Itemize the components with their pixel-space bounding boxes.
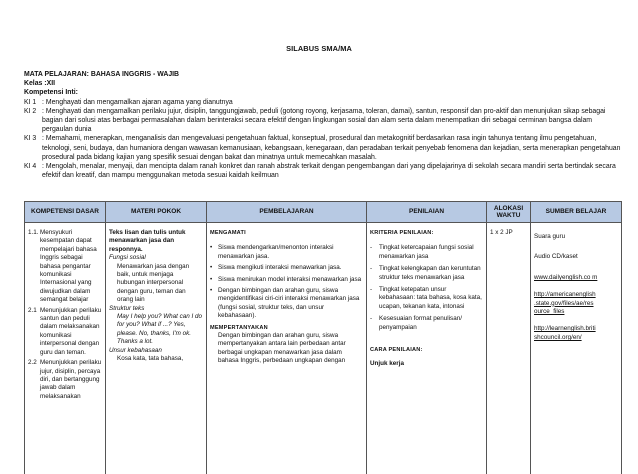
bullet-icon: •: [210, 244, 218, 261]
cell-sumber-belajar: [531, 223, 622, 474]
list-item: - Tingkat kelengkapan dan keruntutan struktur teks menawarkan jasa: [370, 265, 483, 282]
table-header-row: [25, 202, 622, 223]
kd-text: Mensyukuri kesempatan dapat mempelajari bahasa Inggris sebagai bahasa pengantar komunikasi Internasional yang diwujudkan dalam semangat belajar: [40, 229, 102, 305]
list-item: • Siswa mengikuti interaksi menawarkan jasa.: [210, 264, 363, 272]
header-pembelajaran: PEMBELAJARAN: [207, 202, 367, 223]
list-item: • Siswa mendengarkan/menonton interaksi menawarkan jasa.: [210, 244, 363, 261]
header-kompetensi-dasar: KOMPETENSI DASAR: [25, 202, 106, 223]
kd-number: 2.2: [28, 359, 40, 401]
fungsi-sosial-text: Menawarkan jasa dengan baik, untuk menjaga hubungan interpersonal dengan guru, teman dan orang lain: [109, 263, 203, 305]
mengamati-label: MENGAMATI: [210, 229, 363, 237]
table-row: [25, 223, 622, 474]
kriteria-label: KRITERIA PENILAIAN:: [370, 229, 483, 237]
source-item: Suara guru: [534, 233, 618, 241]
class-line: Kelas :XII: [24, 79, 624, 88]
ki-text: : Mengolah, menalar, menyaji, dan mencipta dalam ranah konkret dan ranah abstrak terkait dengan pengembangan dari yang dipelajarinya di sekolah secara mandiri serta bertindak secara efektif dan kreatif, dan mampu menggunakan metoda sesuai kaidah keilmuan: [42, 162, 624, 180]
source-link[interactable]: www.dailyenglish.co m: [534, 274, 618, 282]
core-competence-item: [24, 98, 624, 107]
cell-penilaian: [367, 223, 487, 474]
header-alokasi-waktu: ALOKASI WAKTU: [487, 202, 531, 223]
source-link[interactable]: http://learnenglish.briti shcouncil.org/en/: [534, 325, 618, 342]
bullet-icon: •: [210, 264, 218, 272]
ki-label: KI 4: [24, 162, 42, 180]
mempertanyakan-label: MEMPERTANYAKAN: [210, 324, 363, 332]
header-materi-pokok: MATERI POKOK: [106, 202, 207, 223]
kd-number: 2.1: [28, 307, 40, 357]
source-link[interactable]: http://americanenglish .state.gov/files/ae/res ource_files: [534, 291, 618, 316]
core-competence-heading: Kompetensi Inti:: [24, 88, 624, 97]
document-header: [24, 70, 624, 180]
dash-icon: -: [370, 265, 379, 282]
subject-line: MATA PELAJARAN: BAHASA INGGRIS - WAJIB: [24, 70, 624, 79]
materi-heading: Teks lisan dan tulis untuk menawarkan jasa dan responnya.: [109, 229, 203, 254]
kd-number: 1.1.: [28, 229, 40, 305]
cara-penilaian-label: CARA PENILAIAN:: [370, 346, 483, 354]
core-competence-item: [24, 107, 624, 135]
ki-label: KI 1: [24, 98, 42, 107]
kd-item: [28, 359, 102, 401]
ki-label: KI 3: [24, 134, 42, 162]
cell-alokasi-waktu: [487, 223, 531, 474]
list-item: • Dengan bimbingan dan arahan guru, siswa mengidentifikasi ciri-ciri interaksi menawarkan jasa (fungsi sosial, struktur teks, dan unsur kebahasaan).: [210, 287, 363, 321]
document-title: SILABUS SMA/MA: [0, 44, 638, 53]
dash-icon: -: [370, 286, 379, 311]
ki-text: : Menghayati dan mengamalkan perilaku jujur, disiplin, tanggungjawab, peduli (gotong royong, kerjasama, toleran, damai), santun, responsif dan pro-aktif dan menunjukan sikap sebagai bagian dari solusi atas berbagai permasalahan dalam berinteraksi secara efektif dengan lingkungan sosial dan alam serta dalam menempatkan diri sebagai cerminan bangsa dalam pergaulan dunia: [42, 107, 624, 135]
core-competence-item: [24, 162, 624, 180]
alokasi-value: 1 x 2 JP: [490, 229, 527, 237]
unsur-kebahasaan-text: Kosa kata, tata bahasa,: [109, 355, 203, 363]
unsur-kebahasaan-label: Unsur kebahasaan: [109, 347, 203, 355]
ki-text: : Memahami, menerapkan, menganalisis dan mengevaluasi pengetahuan faktual, konseptual, prosedural dan metakognitif berdasarkan rasa ingin tahunya tentang ilmu pengetahuan, teknologi, seni, budaya, dan humaniora dengan wawasan kemanusiaan, kebangsaan, kenegaraan, dan peradaban terkait penyebab fenomena dan kejadian, serta menerapkan pengetahuan prosedural pada bidang kajian yang spesifik sesuai dengan bakat dan minatnya untuk memecahkan masalah.: [42, 134, 624, 162]
bullet-icon: •: [210, 276, 218, 284]
list-item: • Siswa menirukan model interaksi menawarkan jasa: [210, 276, 363, 284]
list-item: - Tingkat ketepatan unsur kebahasaan: tata bahasa, kosa kata, ucapan, tekanan kata, intonasi: [370, 286, 483, 311]
unjuk-kerja-label: Unjuk kerja: [370, 360, 483, 368]
fungsi-sosial-label: Fungsi sosial: [109, 254, 203, 262]
cell-materi-pokok: [106, 223, 207, 474]
kd-text: Menunjukkan perilaku jujur, disiplin, percaya diri, dan bertanggung jawab dalam melaksanakan: [40, 359, 102, 401]
source-item: Audio CD/kaset: [534, 253, 618, 261]
dash-icon: -: [370, 244, 379, 261]
kd-item: [28, 229, 102, 305]
cell-pembelajaran: [207, 223, 367, 474]
list-item: - Tingkat ketercapaian fungsi sosial menawarkan jasa: [370, 244, 483, 261]
cell-kompetensi-dasar: [25, 223, 106, 474]
dash-icon: -: [370, 315, 379, 332]
kd-item: [28, 307, 102, 357]
struktur-teks-label: Struktur teks: [109, 305, 203, 313]
kd-text: Menunjukkan perilaku santun dan peduli dalam melaksanakan komunikasi interpersonal dengan guru dan teman.: [40, 307, 102, 357]
core-competence-item: [24, 134, 624, 162]
bullet-icon: •: [210, 287, 218, 321]
mempertanyakan-text: Dengan bimbingan dan arahan guru, siswa mempertanyakan antara lain perbedaan antar berbagai ungkapan menawarkan jasa dalam bahasa Inggris, perbedaan ungkapan dengan: [210, 332, 363, 366]
list-item: - Kesesuaian format penulisan/ penyampaian: [370, 315, 483, 332]
ki-text: : Menghayati dan mengamalkan ajaran agama yang dianutnya: [42, 98, 624, 107]
struktur-teks-text: May I help you? What can I do for you? What if ...? Yes, please. No, thanks, I'm ok. Thanks a lot.: [109, 313, 203, 347]
header-penilaian: PENILAIAN: [367, 202, 487, 223]
ki-label: KI 2: [24, 107, 42, 135]
syllabus-table: [24, 201, 622, 474]
header-sumber-belajar: SUMBER BELAJAR: [531, 202, 622, 223]
